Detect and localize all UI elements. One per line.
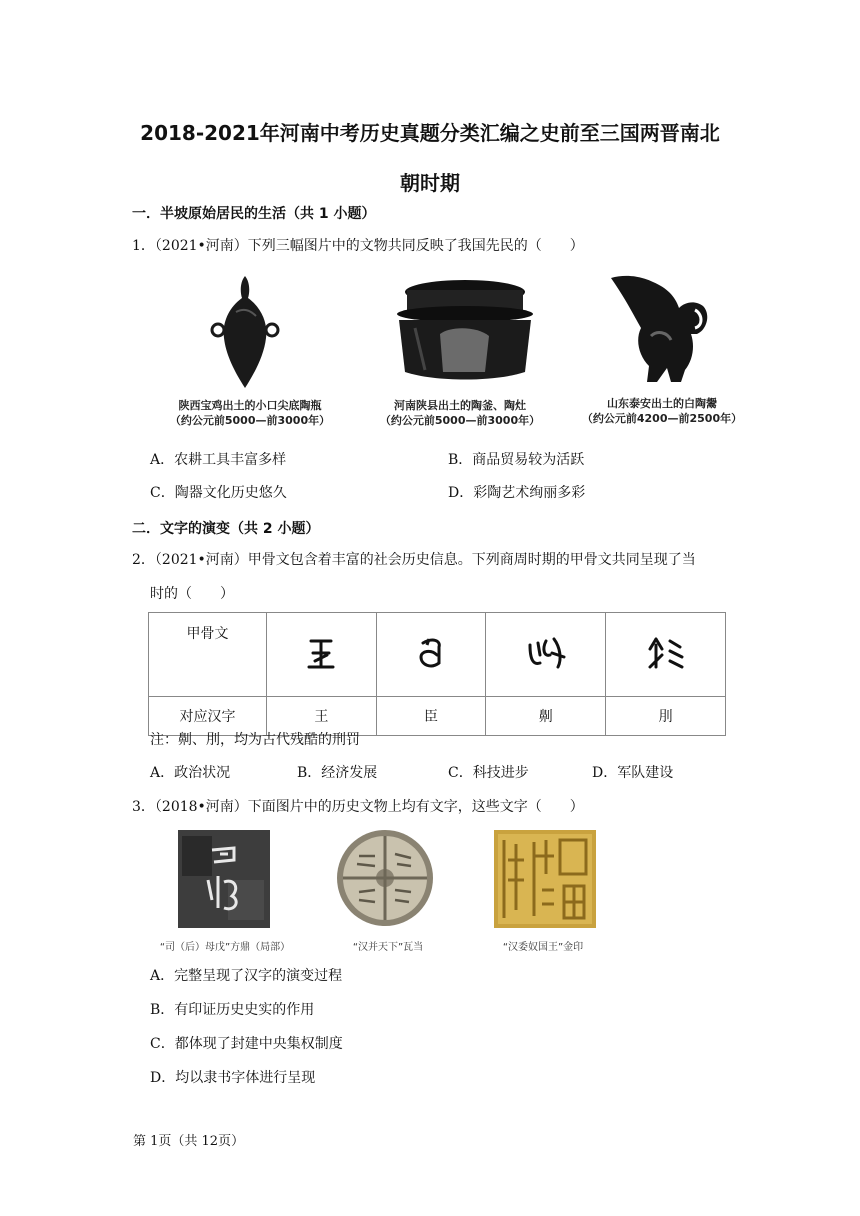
q1-image-2-caption-date: （约公元前5000—前3000年） bbox=[379, 414, 541, 427]
q3-option-a[interactable]: A．完整呈现了汉字的演变过程 bbox=[150, 968, 343, 984]
q3-option-c[interactable]: C．都体现了封建中央集权制度 bbox=[150, 1036, 343, 1052]
q3-option-d[interactable]: D．均以隶书字体进行呈现 bbox=[150, 1070, 316, 1086]
hanbingtianxia-tile-image bbox=[335, 828, 435, 928]
simuwu-ding-inscription-image bbox=[178, 830, 270, 928]
page-footer: 第 1页（共 12页） bbox=[133, 1134, 245, 1149]
q1-image-3-caption bbox=[572, 396, 752, 426]
title-line-2: 朝时期 bbox=[400, 171, 460, 195]
modern-char-label: 对应汉字 bbox=[149, 697, 267, 736]
oracle-glyph-yue-icon bbox=[644, 633, 688, 673]
q3-option-b[interactable]: B．有印证历史史实的作用 bbox=[150, 1002, 315, 1018]
q3-image-3-caption: “汉委奴国王”金印 bbox=[502, 942, 584, 953]
q1-image-1-caption bbox=[140, 398, 360, 428]
q1-image-1-caption-date: （约公元前5000—前3000年） bbox=[169, 414, 331, 427]
section-heading-1: 一．半坡原始居民的生活（共 1 小题） bbox=[132, 206, 376, 222]
q1-option-a[interactable]: A．农耕工具丰富多样 bbox=[150, 452, 287, 468]
modern-char-chen: 臣 bbox=[376, 697, 486, 736]
question-2-stem-line-1: 2．（2021•河南）甲骨文包含着丰富的社会历史信息。下列商周时期的甲骨文共同呈现了当 bbox=[132, 552, 696, 568]
hanweinuguowang-gold-seal-image bbox=[494, 830, 596, 928]
q1-option-b[interactable]: B．商品贸易较为活跃 bbox=[448, 452, 585, 468]
oracle-char-yi-glyph bbox=[486, 613, 606, 697]
oracle-char-wang-glyph bbox=[267, 613, 377, 697]
q1-image-3-caption-date: （约公元前4200—前2500年） bbox=[581, 412, 743, 425]
q2-option-a[interactable]: A．政治状况 bbox=[150, 765, 231, 781]
question-2-stem-line-2: 时的（ ） bbox=[150, 586, 234, 602]
q2-option-c[interactable]: C．科技进步 bbox=[448, 765, 529, 781]
oracle-bone-row bbox=[149, 613, 726, 697]
oracle-bone-label: 甲骨文 bbox=[149, 613, 267, 697]
q1-image-2-caption bbox=[355, 398, 565, 428]
document-title bbox=[120, 108, 740, 208]
oracle-glyph-wang-icon bbox=[301, 633, 341, 673]
q3-image-1-caption: “司（后）母戊”方鼎（局部） bbox=[159, 942, 291, 953]
oracle-glyph-yi-icon bbox=[524, 633, 568, 673]
oracle-bone-table bbox=[148, 612, 726, 736]
question-1-stem: 1．（2021•河南）下列三幅图片中的文物共同反映了我国先民的（ ） bbox=[132, 238, 584, 254]
q2-option-d[interactable]: D．军队建设 bbox=[592, 765, 674, 781]
q1-option-d[interactable]: D．彩陶艺术绚丽多彩 bbox=[448, 485, 586, 501]
oracle-char-yue-glyph bbox=[606, 613, 726, 697]
section-heading-2: 二．文字的演变（共 2 小题） bbox=[132, 521, 320, 537]
q1-image-2-caption-title: 河南陕县出土的陶釜、陶灶 bbox=[394, 399, 526, 412]
title-line-1: 2018-2021年河南中考历史真题分类汇编之史前至三国两晋南北 bbox=[140, 121, 720, 145]
pottery-bottle-image bbox=[200, 272, 290, 392]
oracle-char-chen-glyph bbox=[376, 613, 486, 697]
modern-char-wang: 王 bbox=[267, 697, 377, 736]
q1-option-c[interactable]: C．陶器文化历史悠久 bbox=[150, 485, 287, 501]
question-3-stem: 3．（2018•河南）下面图片中的历史文物上均有文字，这些文字（ ） bbox=[132, 799, 584, 815]
q1-image-1-caption-title: 陕西宝鸡出土的小口尖底陶瓶 bbox=[178, 399, 322, 412]
modern-char-yi: 劓 bbox=[486, 697, 606, 736]
modern-char-yue: 刖 bbox=[606, 697, 726, 736]
q2-option-b[interactable]: B．经济发展 bbox=[297, 765, 378, 781]
q1-image-3-caption-title: 山东泰安出土的白陶鬶 bbox=[607, 397, 717, 410]
white-pottery-gui-image bbox=[605, 272, 725, 387]
oracle-glyph-chen-icon bbox=[411, 633, 451, 673]
pottery-cauldron-stove-image bbox=[385, 272, 545, 387]
q2-note: 注：劓、刖，均为古代残酷的刑罚 bbox=[150, 732, 360, 748]
q3-image-2-caption: “汉并天下”瓦当 bbox=[352, 942, 424, 953]
